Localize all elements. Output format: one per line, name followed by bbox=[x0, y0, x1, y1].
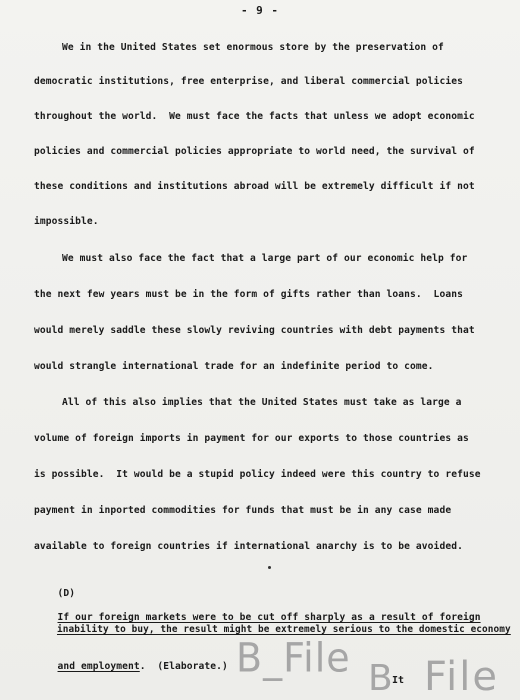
ink-dot bbox=[268, 566, 271, 569]
paragraph-1-line-4: policies and commercial policies appropriate to world need, the survival of bbox=[34, 146, 475, 157]
paragraph-1-line-1: We in the United States set enormous store by the preservation of bbox=[62, 42, 444, 53]
paragraph-3-line-2: volume of foreign imports in payment for our exports to those countries as bbox=[34, 433, 469, 444]
file-stamp-1: B_File bbox=[236, 634, 351, 682]
file-stamp-2-small: It bbox=[392, 675, 405, 686]
point-d-text-3-rest: . (Elaborate.) bbox=[139, 661, 228, 672]
paragraph-1-line-5: these conditions and institutions abroad will be extremely difficult if not bbox=[34, 181, 475, 192]
paragraph-1-line-2: democratic institutions, free enterprise, and liberal commercial policies bbox=[34, 76, 463, 87]
paragraph-3-line-3: is possible. It would be a stupid policy indeed were this country to refuse bbox=[34, 469, 481, 480]
paragraph-2-line-1: We must also face the fact that a large part of our economic help for bbox=[62, 253, 468, 264]
paragraph-3-line-1: All of this also implies that the United States must take as large a bbox=[62, 397, 462, 408]
paragraph-2-line-3: would merely saddle these slowly reviving countries with debt payments that bbox=[34, 325, 475, 336]
paragraph-2-line-2: the next few years must be in the form of gifts rather than loans. Loans bbox=[34, 289, 463, 300]
point-d-text-3-underlined: and employment bbox=[57, 661, 140, 672]
point-d-text-1: If our foreign markets were to be cut off sharply as a result of foreign bbox=[57, 612, 481, 623]
file-stamp-2-rest: File bbox=[424, 654, 499, 700]
page-number: - 9 - bbox=[240, 4, 280, 17]
paragraph-1-line-3: throughout the world. We must face the facts that unless we adopt economic bbox=[34, 111, 475, 122]
file-stamp-2-letter: B bbox=[368, 658, 393, 699]
point-d-text-2: inability to buy, the result might be extremely serious to the domestic economy bbox=[56, 624, 511, 635]
paragraph-2-line-4: would strangle international trade for an indefinite period to come. bbox=[34, 361, 434, 372]
paragraph-3-line-5: available to foreign countries if international anarchy is to be avoided. bbox=[34, 541, 463, 552]
paragraph-3-line-4: payment in inported commodities for funds that must be in any case made bbox=[34, 505, 452, 516]
point-d-marker: (D) bbox=[57, 588, 76, 599]
paragraph-1-line-6: impossible. bbox=[34, 216, 99, 227]
